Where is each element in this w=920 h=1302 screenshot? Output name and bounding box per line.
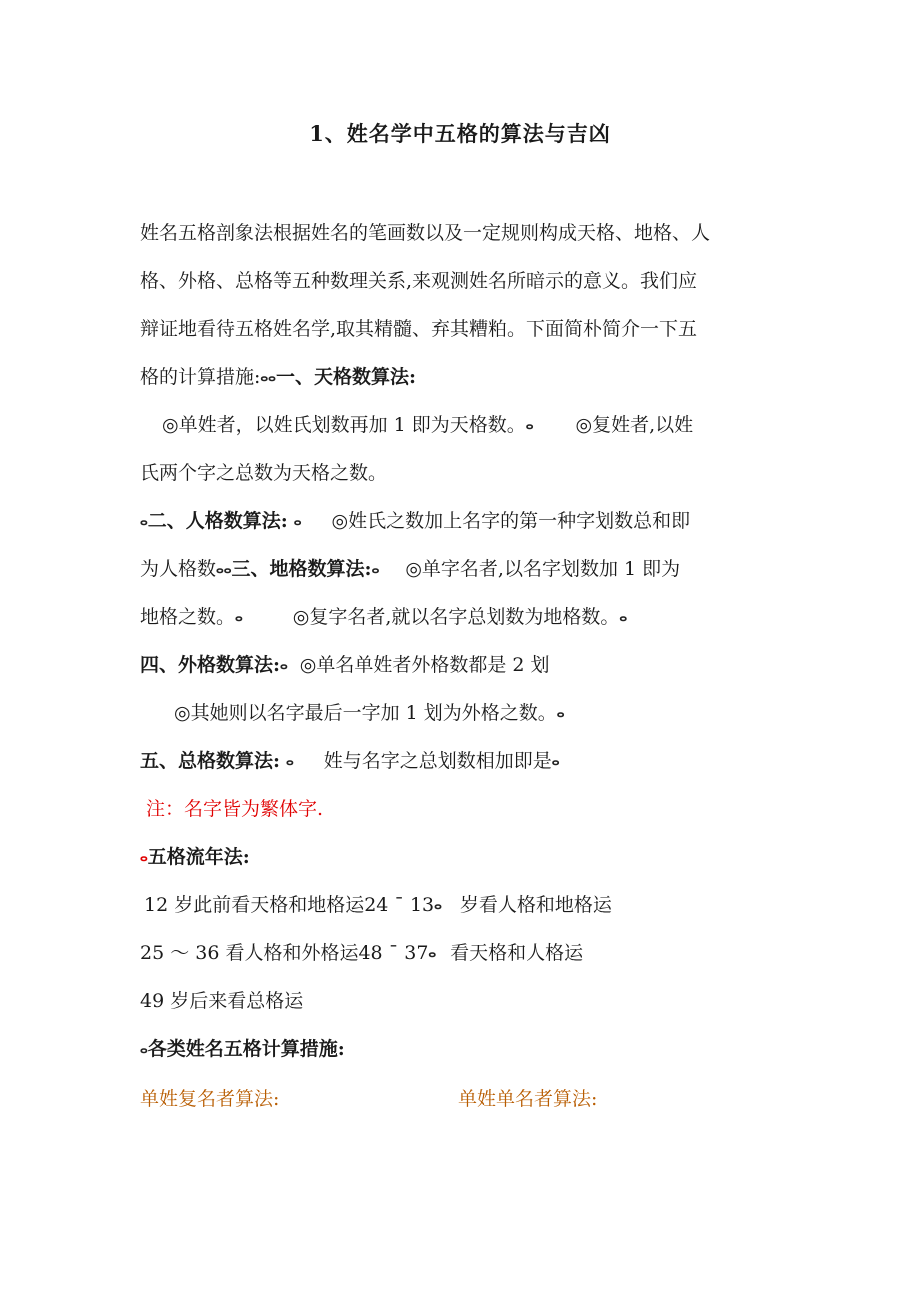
section-heading-dige: 三、地格数算法:: [231, 558, 372, 580]
waige-line: [140, 650, 800, 680]
section-heading-zongge: 五、总格数算法:: [140, 750, 281, 772]
paragraph-mark: ⴰ: [280, 658, 288, 672]
liunian-text-2b: 看天格和人格运: [450, 942, 584, 964]
intro-line-3: 辩证地看待五格姓名学,取其精髓、弃其糟粕。下面简朴简介一下五: [140, 318, 698, 340]
liunian-line-1: [144, 890, 804, 920]
paragraph-mark: ⴰ: [140, 1042, 148, 1056]
zongge-rule: 姓与名字之总划数相加即是: [323, 750, 552, 772]
waige-line-2: [174, 698, 794, 728]
tiange-rule-1: ◎单姓者，以姓氏划数再加 1 即为天格数。: [162, 414, 526, 436]
note-traditional-characters: 注：名字皆为繁体字.: [146, 798, 324, 820]
paragraph-mark: ⴰ: [216, 562, 224, 576]
liunian-text-1a: 12 岁此前看天格和地格运24 ¯ 13: [144, 894, 435, 916]
intro-line-2: 格、外格、总格等五种数理关系,来观测姓名所暗示的意义。我们应: [140, 270, 698, 292]
paragraph-mark: ⴰ: [371, 562, 380, 576]
tiange-rule-2: ◎复姓者,以姓: [575, 414, 694, 436]
paragraph-mark: ⴰ: [551, 754, 560, 768]
dige-rule-1: ◎单字名者,以名字划数加 1 即为: [405, 558, 681, 580]
section-heading-methods: 各类姓名五格计算措施:: [147, 1038, 345, 1060]
liunian-heading-line: [140, 842, 800, 872]
paragraph-mark: ⴰ: [268, 370, 276, 384]
paragraph-mark: ⴰ: [260, 370, 269, 384]
renge-rule: ◎姓氏之数加上名字的第一种字划数总和即: [331, 510, 691, 532]
method-single-surname-double-name: 单姓复名者算法:: [140, 1088, 280, 1110]
renge-dige-line: [140, 554, 800, 584]
paragraph-mark: ⴰ: [293, 514, 302, 528]
paragraph-mark: ⴰ: [286, 754, 294, 768]
paragraph-mark: ⴰ: [235, 610, 243, 624]
intro-line-4: [140, 362, 800, 392]
paragraph-mark: ⴰ: [140, 850, 148, 864]
paragraph-mark: ⴰ: [525, 418, 534, 432]
method-single-surname-single-name: 单姓单名者算法:: [458, 1088, 598, 1110]
page-title: 1、姓名学中五格的算法与吉凶: [309, 121, 611, 146]
tiange-rule-line: [162, 410, 802, 440]
section-heading-liunian: 五格流年法:: [147, 846, 250, 868]
waige-rule-2: ◎其她则以名字最后一字加 1 划为外格之数。: [174, 702, 557, 724]
section-heading-renge: 二、人格数算法:: [147, 510, 288, 532]
methods-heading-line: [140, 1034, 800, 1064]
renge-line: [140, 506, 800, 536]
section-heading-tiange: 一、天格数算法:: [275, 366, 416, 388]
intro-text: 格的计算措施:: [140, 366, 261, 388]
dige-rule-1-cont: 地格之数。: [140, 606, 236, 628]
dige-rule-2: ◎复字名者,就以名字总划数为地格数。: [292, 606, 620, 628]
zongge-line: [140, 746, 800, 776]
paragraph-mark: ⴰ: [619, 610, 628, 624]
liunian-line-2: [140, 938, 800, 968]
paragraph-mark: ⴰ: [223, 562, 232, 576]
liunian-line-3: 49 岁后来看总格运: [140, 990, 304, 1012]
liunian-text-2a: 25 ～ 36 看人格和外格运48 ¯ 37: [140, 942, 429, 964]
intro-line-1: 姓名五格剖象法根据姓名的笔画数以及一定规则构成天格、地格、人: [140, 222, 711, 244]
paragraph-mark: ⴰ: [556, 706, 565, 720]
renge-rule-cont: 为人格数: [140, 558, 217, 580]
dige-line-2: [140, 602, 800, 632]
tiange-rule-2-cont: 氏两个字之总数为天格之数。: [140, 462, 388, 484]
waige-rule-1: ◎单名单姓者外格数都是 2 划: [299, 654, 550, 676]
liunian-text-1b: 岁看人格和地格运: [459, 894, 612, 916]
section-heading-waige: 四、外格数算法:: [140, 654, 281, 676]
paragraph-mark: ⴰ: [428, 946, 437, 960]
paragraph-mark: ⴰ: [140, 514, 148, 528]
paragraph-mark: ⴰ: [434, 898, 442, 912]
